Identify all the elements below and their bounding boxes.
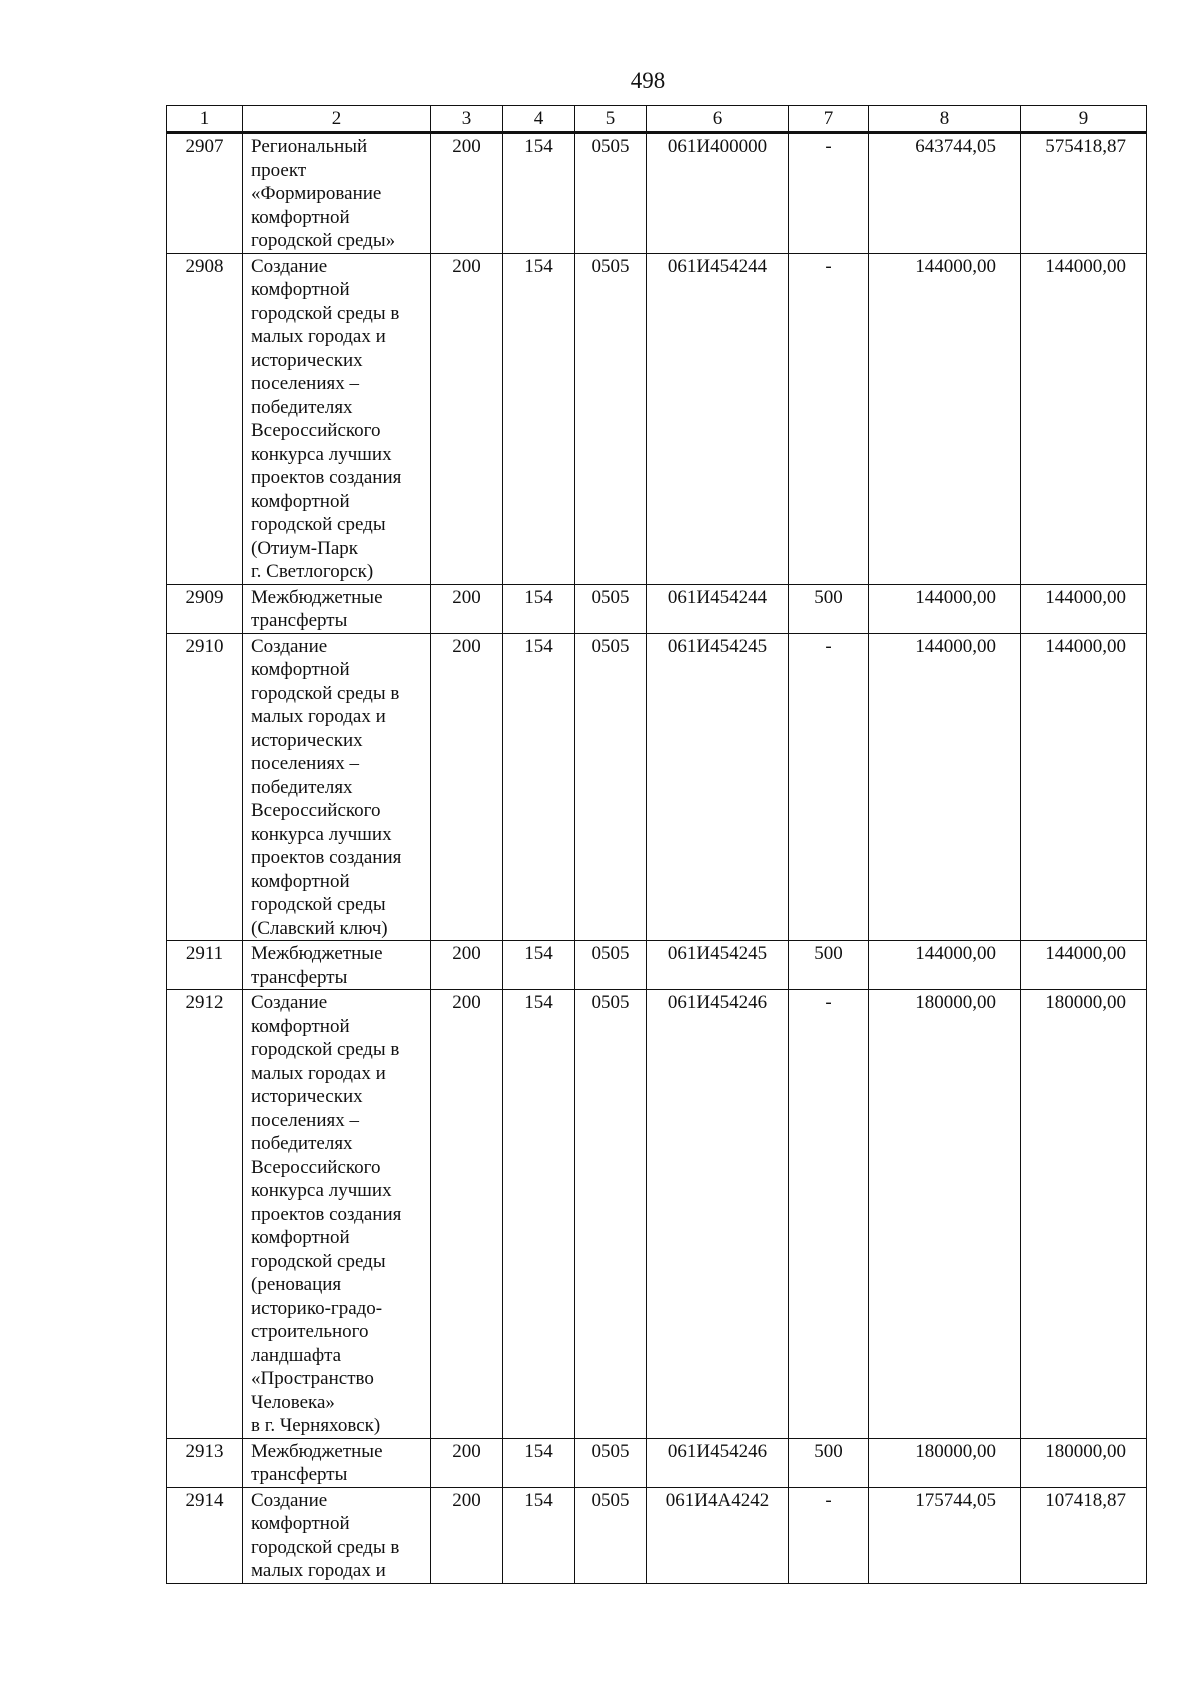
code-expense-type: 500 <box>789 584 869 633</box>
row-name-line: ландшафта <box>251 1344 342 1366</box>
code-subsection: 0505 <box>575 584 647 633</box>
row-number: 2909 <box>167 584 243 633</box>
row-name-line: городской среды <box>251 514 386 535</box>
row-name-line: в г. Черняховск) <box>251 1415 381 1436</box>
row-name-line: комфортной <box>251 659 350 680</box>
row-name-line: исторических <box>251 349 363 371</box>
code-expense-type: 500 <box>789 1438 869 1487</box>
column-header: 6 <box>647 106 789 133</box>
row-name-line: комфортной <box>251 490 350 512</box>
row-name-line: победителях <box>251 396 353 418</box>
code-subsection: 0505 <box>575 133 647 254</box>
row-name-line: поселениях – <box>251 1109 359 1131</box>
amount-col8: 180000,00 <box>869 990 1021 1439</box>
code-section: 154 <box>503 133 575 254</box>
row-name <box>243 1487 431 1583</box>
code-expense-type: - <box>789 633 869 941</box>
code-expense-type: - <box>789 253 869 584</box>
row-name-line: исторических <box>251 729 363 751</box>
table-row <box>167 941 1147 990</box>
row-name-line: проектов создания <box>251 467 402 488</box>
column-header: 5 <box>575 106 647 133</box>
amount-col9: 180000,00 <box>1021 990 1147 1439</box>
row-number: 2913 <box>167 1438 243 1487</box>
code-expense-type: - <box>789 990 869 1439</box>
column-header: 3 <box>431 106 503 133</box>
row-name-line: городской среды <box>251 1250 386 1272</box>
column-header: 7 <box>789 106 869 133</box>
row-number: 2912 <box>167 990 243 1439</box>
budget-table <box>166 105 1147 1584</box>
amount-col8: 643744,05 <box>869 133 1021 254</box>
code-section: 154 <box>503 633 575 941</box>
row-name-line: г. Светлогорск) <box>251 561 374 582</box>
table-row <box>167 990 1147 1439</box>
row-name-line: комфортной <box>251 279 350 300</box>
row-name-line: Всероссийского <box>251 800 381 821</box>
row-name-line: поселениях – <box>251 753 359 774</box>
row-name-line: строительного <box>251 1321 369 1342</box>
column-header: 1 <box>167 106 243 133</box>
table-row <box>167 633 1147 941</box>
row-name-line: историко-градо- <box>251 1297 383 1319</box>
code-section: 154 <box>503 584 575 633</box>
row-name-line: конкурса лучших <box>251 823 392 845</box>
code-subsection: 0505 <box>575 1438 647 1487</box>
row-name-line: Создание <box>251 255 328 277</box>
row-name-line: (Славский ключ) <box>251 917 388 939</box>
table-row <box>167 1438 1147 1487</box>
row-name-line: комфортной <box>251 870 350 892</box>
row-name-line: Межбюджетные <box>251 943 383 964</box>
amount-col9: 575418,87 <box>1021 133 1147 254</box>
code-target-article: 061И454245 <box>647 941 789 990</box>
code-subsection: 0505 <box>575 1487 647 1583</box>
code-target-article: 061И454244 <box>647 584 789 633</box>
row-name-line: Человека» <box>251 1391 335 1413</box>
row-name-line: поселениях – <box>251 373 359 394</box>
row-name-line: городской среды в <box>251 302 400 324</box>
code-target-article: 061И454246 <box>647 990 789 1439</box>
row-name <box>243 584 431 633</box>
row-name-line: проект <box>251 159 307 181</box>
row-name-line: конкурса лучших <box>251 1180 392 1201</box>
column-header: 9 <box>1021 106 1147 133</box>
header-row <box>167 106 1147 133</box>
row-name-line: победителях <box>251 776 353 798</box>
amount-col8: 144000,00 <box>869 253 1021 584</box>
code-ministry: 200 <box>431 253 503 584</box>
amount-col8: 144000,00 <box>869 941 1021 990</box>
row-name <box>243 941 431 990</box>
amount-col8: 175744,05 <box>869 1487 1021 1583</box>
column-header: 2 <box>243 106 431 133</box>
code-target-article: 061И4А4242 <box>647 1487 789 1583</box>
amount-col9: 180000,00 <box>1021 1438 1147 1487</box>
row-name <box>243 1438 431 1487</box>
code-ministry: 200 <box>431 1438 503 1487</box>
code-section: 154 <box>503 990 575 1439</box>
row-name-line: Всероссийского <box>251 420 381 441</box>
page-number: 498 <box>630 68 666 93</box>
code-subsection: 0505 <box>575 990 647 1439</box>
row-name-line: комфортной <box>251 1227 350 1248</box>
row-name-line: исторических <box>251 1086 363 1107</box>
code-target-article: 061И400000 <box>647 133 789 254</box>
row-name-line: Межбюджетные <box>251 586 383 608</box>
amount-col8: 144000,00 <box>869 633 1021 941</box>
table-row <box>167 133 1147 254</box>
row-name-line: комфортной <box>251 1513 350 1534</box>
row-number: 2910 <box>167 633 243 941</box>
row-name-line: Всероссийского <box>251 1156 381 1178</box>
amount-col8: 144000,00 <box>869 584 1021 633</box>
code-ministry: 200 <box>431 133 503 254</box>
row-name-line: «Пространство <box>251 1368 374 1389</box>
row-number: 2908 <box>167 253 243 584</box>
code-ministry: 200 <box>431 633 503 941</box>
row-name-line: малых городах и <box>251 326 386 347</box>
row-name-line: «Формирование <box>251 183 382 204</box>
table-body <box>167 133 1147 1584</box>
row-name-line: малых городах и <box>251 706 386 727</box>
code-target-article: 061И454246 <box>647 1438 789 1487</box>
code-subsection: 0505 <box>575 633 647 941</box>
code-ministry: 200 <box>431 1487 503 1583</box>
code-target-article: 061И454245 <box>647 633 789 941</box>
row-name-line: Создание <box>251 1489 328 1511</box>
row-number: 2914 <box>167 1487 243 1583</box>
column-header: 8 <box>869 106 1021 133</box>
row-name-line: городской среды <box>251 894 386 915</box>
row-name <box>243 253 431 584</box>
table-row <box>167 1487 1147 1583</box>
row-name-line: трансферты <box>251 610 348 631</box>
code-ministry: 200 <box>431 990 503 1439</box>
amount-col9: 144000,00 <box>1021 633 1147 941</box>
code-expense-type: - <box>789 1487 869 1583</box>
row-name-line: проектов создания <box>251 847 402 868</box>
row-name <box>243 990 431 1439</box>
amount-col8: 180000,00 <box>869 1438 1021 1487</box>
row-name-line: Создание <box>251 992 328 1013</box>
row-name-line: комфортной <box>251 1015 350 1037</box>
row-name <box>243 133 431 254</box>
row-name-line: городской среды в <box>251 1039 400 1060</box>
row-name-line: комфортной <box>251 206 350 228</box>
row-name-line: трансферты <box>251 1464 348 1485</box>
row-number: 2907 <box>167 133 243 254</box>
row-name-line: малых городах и <box>251 1062 386 1084</box>
code-section: 154 <box>503 941 575 990</box>
code-section: 154 <box>503 253 575 584</box>
amount-col9: 144000,00 <box>1021 584 1147 633</box>
row-name-line: победителях <box>251 1133 353 1154</box>
row-name-line: (Отиум-Парк <box>251 537 359 559</box>
code-subsection: 0505 <box>575 941 647 990</box>
row-name-line: малых городах и <box>251 1560 386 1581</box>
row-name-line: проектов создания <box>251 1203 402 1225</box>
amount-col9: 107418,87 <box>1021 1487 1147 1583</box>
row-name-line: конкурса лучших <box>251 443 392 465</box>
code-target-article: 061И454244 <box>647 253 789 584</box>
code-ministry: 200 <box>431 584 503 633</box>
row-name-line: (реновация <box>251 1274 342 1295</box>
row-name-line: Создание <box>251 635 328 657</box>
row-name-line: трансферты <box>251 966 348 988</box>
code-ministry: 200 <box>431 941 503 990</box>
table-row <box>167 253 1147 584</box>
row-name-line: Региональный <box>251 136 368 157</box>
code-section: 154 <box>503 1487 575 1583</box>
column-header: 4 <box>503 106 575 133</box>
row-name-line: Межбюджетные <box>251 1440 383 1462</box>
code-section: 154 <box>503 1438 575 1487</box>
amount-col9: 144000,00 <box>1021 941 1147 990</box>
row-number: 2911 <box>167 941 243 990</box>
table-row <box>167 584 1147 633</box>
code-subsection: 0505 <box>575 253 647 584</box>
code-expense-type: - <box>789 133 869 254</box>
amount-col9: 144000,00 <box>1021 253 1147 584</box>
row-name <box>243 633 431 941</box>
row-name-line: городской среды в <box>251 682 400 704</box>
row-name-line: городской среды» <box>251 230 396 251</box>
row-name-line: городской среды в <box>251 1536 400 1558</box>
code-expense-type: 500 <box>789 941 869 990</box>
